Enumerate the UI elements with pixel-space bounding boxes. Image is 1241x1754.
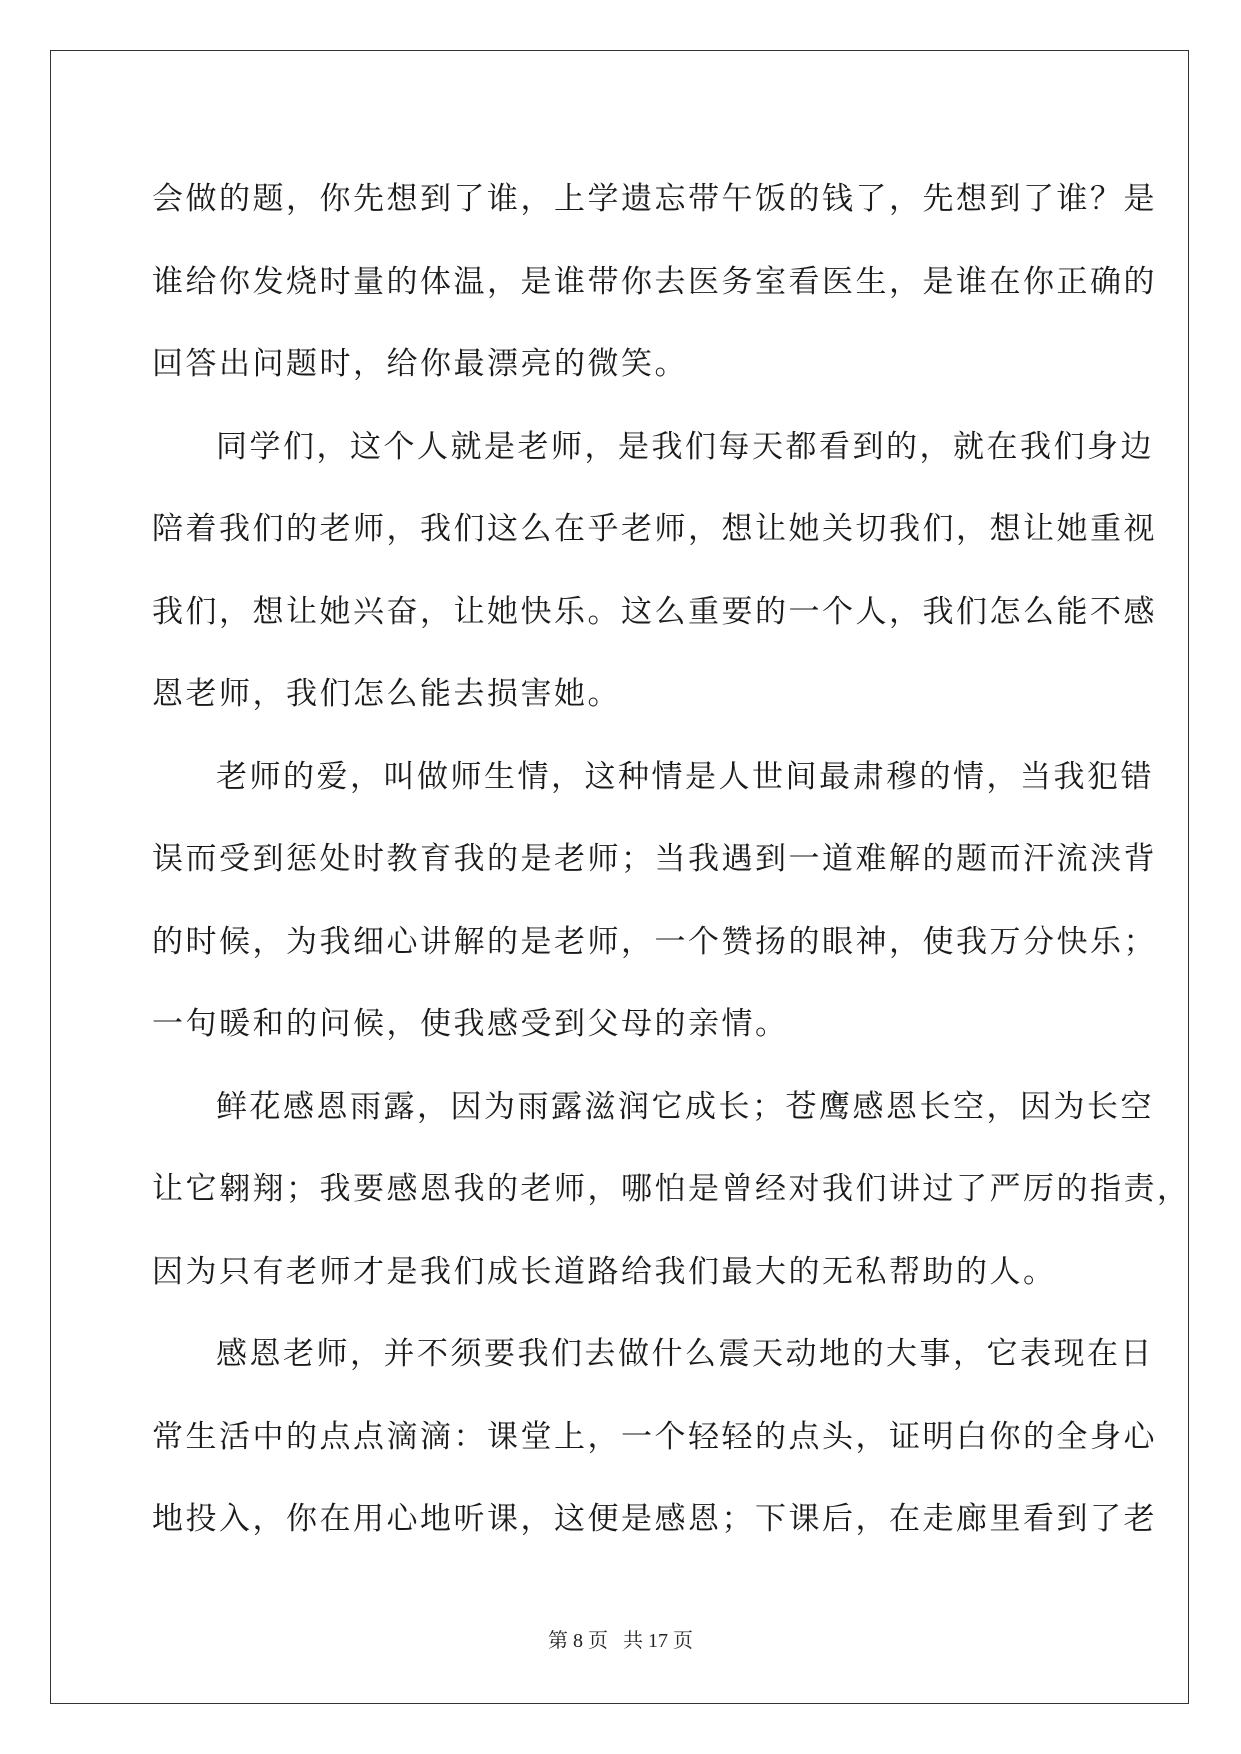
text-line: 的时候，为我细心讲解的是老师，一个赞扬的眼神，使我万分快乐； bbox=[152, 923, 1157, 960]
page-number: 第 8 页 bbox=[548, 1630, 608, 1652]
text-line-indented: 同学们，这个人就是老师，是我们每天都看到的，就在我们身边 bbox=[216, 428, 1154, 465]
text-line: 因为只有老师才是我们成长道路给我们最大的无私帮助的人。 bbox=[152, 1253, 1057, 1290]
paragraph-3 bbox=[152, 736, 1157, 1066]
text-line: 常生活中的点点滴滴：课堂上，一个轻轻的点头，证明白你的全身心 bbox=[152, 1418, 1157, 1455]
text-line: 会做的题，你先想到了谁，上学遗忘带午饭的钱了，先想到了谁？是 bbox=[152, 181, 1157, 217]
text-line: 陪着我们的老师，我们这么在乎老师，想让她关切我们，想让她重视 bbox=[152, 511, 1157, 547]
page-total: 共 17 页 bbox=[623, 1630, 693, 1652]
text-line: 一句暖和的问候，使我感受到父母的亲情。 bbox=[152, 1006, 789, 1042]
text-line-indented: 老师的爱，叫做师生情，这种情是人世间最肃穆的情，当我犯错 bbox=[216, 758, 1154, 795]
text-line: 回答出问题时，给你最漂亮的微笑。 bbox=[152, 346, 688, 382]
text-line: 地投入，你在用心地听课，这便是感恩；下课后，在走廊里看到了老 bbox=[152, 1501, 1157, 1537]
document-body bbox=[152, 158, 1191, 1561]
text-line: 让它翱翔；我要感恩我的老师，哪怕是曾经对我们讲过了严厉的指责， bbox=[152, 1171, 1191, 1207]
text-line-indented: 感恩老师，并不须要我们去做什么震天动地的大事，它表现在日 bbox=[216, 1336, 1154, 1372]
text-line: 恩老师，我们怎么能去损害她。 bbox=[152, 676, 621, 712]
text-line-indented: 鲜花感恩雨露，因为雨露滋润它成长；苍鹰感恩长空，因为长空 bbox=[216, 1088, 1154, 1125]
paragraph-4 bbox=[152, 1066, 1191, 1314]
text-line: 我们，想让她兴奋，让她快乐。这么重要的一个人，我们怎么能不感 bbox=[152, 593, 1157, 630]
paragraph-5 bbox=[152, 1313, 1157, 1561]
paragraph-2 bbox=[152, 406, 1157, 736]
paragraph-1 bbox=[152, 158, 1157, 406]
text-line: 误而受到惩处时教育我的是老师；当我遇到一道难解的题而汗流浃背 bbox=[152, 841, 1157, 877]
page-footer bbox=[0, 1624, 1241, 1653]
text-line: 谁给你发烧时量的体温，是谁带你去医务室看医生，是谁在你正确的 bbox=[152, 263, 1157, 300]
